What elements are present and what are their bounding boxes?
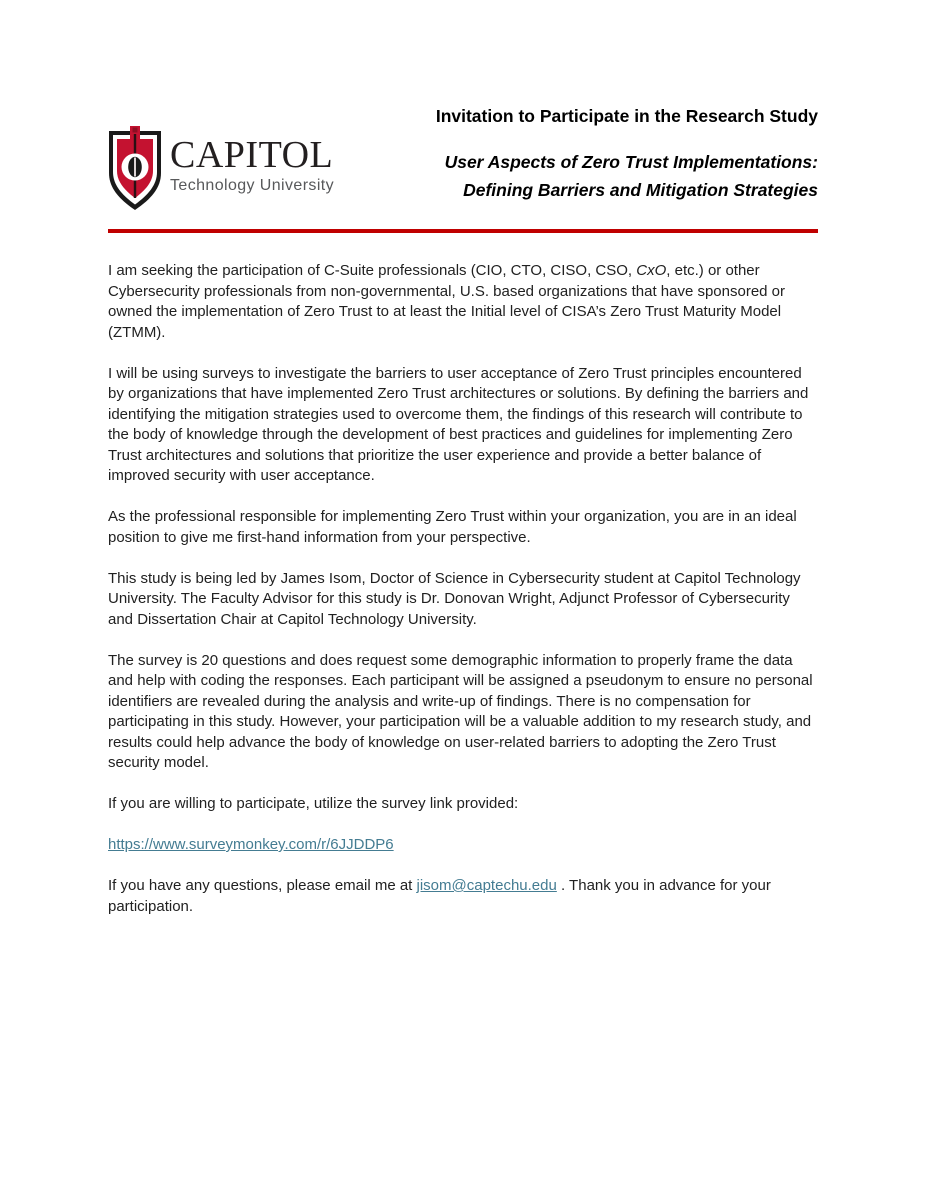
document-title: Invitation to Participate in the Research Study (435, 106, 818, 126)
study-title-line2: Defining Barriers and Mitigation Strategies (463, 179, 818, 200)
university-tagline: Technology University (170, 177, 335, 194)
university-shield-icon (108, 126, 162, 212)
letter-body (108, 261, 818, 917)
title-block (334, 106, 818, 204)
p1-text-1: I am seeking the participation of C-Suite professionals (CIO, CTO, CISO, CSO, (108, 262, 637, 279)
p1-italic-cxo: CxO (636, 262, 667, 279)
paragraph-questions-contact (108, 876, 818, 917)
p7-text-1: If you have any questions, please email me at (108, 877, 417, 894)
paragraph-ideal-position: As the professional responsible for implementing Zero Trust within your organization, you are in an ideal position to give me first-hand information from your perspective. (108, 508, 797, 546)
paragraph-survey-purpose: I will be using surveys to investigate the barriers to user acceptance of Zero Trust principles encountered by organizations that have implemented Zero Trust architectures or solutions. By defining the barriers and identifying the mitigation strategies used to overcome them, the findings of this research will contribute to the body of knowledge through the development of best practices and guidelines for implementing Zero Trust architectures and solutions that prioritize the user experience and provide a better balance of improved security with user acceptance. (108, 364, 809, 484)
p1-text-2: , etc.) or other Cybersecurity professionals from non-governmental, U.S. based organizations that have sponsored or owned the implementation of Zero Trust to at least the Initial level of CISA’s Zero Trust Maturity Model (ZTMM). (108, 262, 786, 341)
study-title-line1: User Aspects of Zero Trust Implementations: (444, 151, 818, 172)
email-link[interactable]: jisom@captechu.edu (416, 877, 557, 894)
university-wordmark (170, 136, 334, 195)
paragraph-survey-details: The survey is 20 questions and does request some demographic information to properly frame the data and help with coding the responses. Each participant will be assigned a pseudonym to ensure no personal identifiers are revealed during the analysis and write-up of findings. There is no compensation for participating in this study. However, your participation will be a valuable addition to my research study, and results could help advance the body of knowledge on user-related barriers to adopting the Zero Trust security model. (108, 651, 813, 771)
header-rule (108, 229, 818, 233)
university-name: CAPITOL (170, 134, 334, 176)
paragraph-willing-to-participate: If you are willing to participate, utilize the survey link provided: (108, 795, 519, 812)
survey-link[interactable]: https://www.surveymonkey.com/r/6JJDDP6 (108, 836, 394, 853)
paragraph-seeking-participation (108, 261, 818, 343)
p7-text-2: . Thank you in advance for your participation. (108, 877, 771, 915)
university-logo (108, 126, 334, 212)
document-header (108, 106, 818, 212)
study-title (334, 148, 818, 204)
paragraph-study-leadership: This study is being led by James Isom, Doctor of Science in Cybersecurity student at Capitol Technology University. The Faculty Advisor for this study is Dr. Donovan Wright, Adjunct Professor of Cybersecurity and Dissertation Chair at Capitol Technology University. (108, 569, 801, 628)
survey-link-line (108, 835, 818, 856)
